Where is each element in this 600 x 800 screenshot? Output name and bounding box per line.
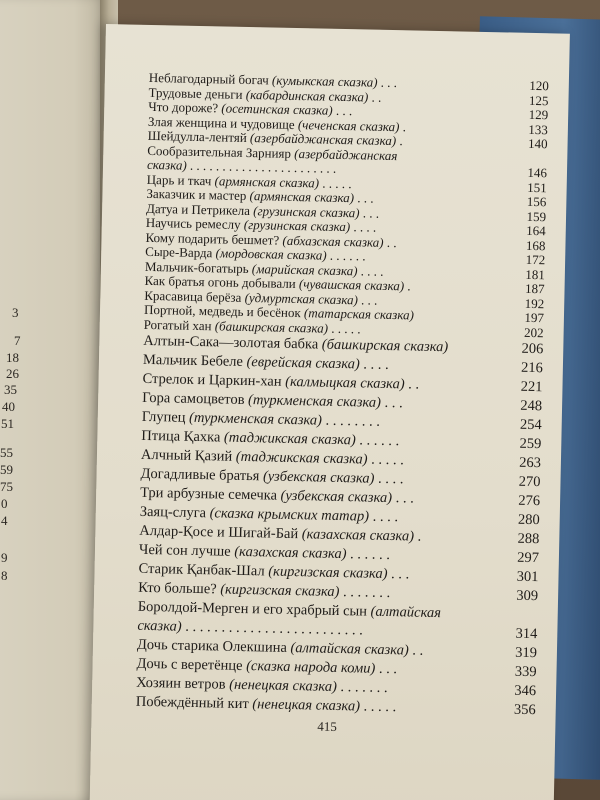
toc-entry-title: Заяц-слуга bbox=[139, 503, 207, 522]
toc-entry-note: (сказка крымских татар) bbox=[209, 505, 370, 525]
toc-entry-note: (башкирская сказка) bbox=[214, 317, 329, 336]
left-page-number: 9 bbox=[1, 550, 8, 565]
toc-entry-note: (казахская сказка) bbox=[234, 543, 347, 563]
toc-entry-page: 254 bbox=[519, 416, 542, 434]
toc-entry-page: 276 bbox=[518, 492, 541, 510]
table-of-contents bbox=[136, 71, 549, 720]
toc-entry-title: Злая женщина и чудовище bbox=[147, 113, 295, 132]
toc-entry-note: (еврейская сказка) bbox=[246, 354, 360, 373]
toc-entry-leader: . . . bbox=[332, 102, 353, 119]
toc-entry-page: 159 bbox=[526, 208, 547, 224]
toc-entry-note: (узбекская сказка) bbox=[262, 468, 375, 487]
toc-entry-leader: . . . bbox=[353, 190, 374, 206]
page-number: 415 bbox=[317, 718, 337, 734]
toc-entry-title: Алдар-Қосе и Шигай-Бай bbox=[139, 522, 299, 543]
toc-entry-note: (армянская сказка) bbox=[214, 172, 320, 190]
toc-entry-leader: . . bbox=[383, 234, 397, 250]
toc-entry-note: (армянская сказка) bbox=[249, 188, 355, 206]
toc-entry-note: (таджикская сказка) bbox=[235, 448, 368, 468]
left-page-number: 55 bbox=[0, 445, 13, 460]
toc-entry-note-cont: сказка) bbox=[146, 156, 187, 173]
toc-entry-title: Дочь старика Олекшина bbox=[136, 636, 288, 656]
toc-entry-leader: . . . . . . . . bbox=[321, 412, 381, 430]
toc-entry-note: (абхазская сказка) bbox=[282, 232, 384, 250]
toc-entry-leader: . . . . bbox=[374, 470, 404, 488]
toc-entry-page: 221 bbox=[520, 378, 543, 396]
toc-entry-page: 151 bbox=[527, 179, 547, 195]
toc-entry-page: 206 bbox=[521, 340, 544, 358]
toc-entry-leader: . . . . . . bbox=[355, 432, 400, 450]
toc-entry-title: Хозяин ветров bbox=[136, 674, 226, 693]
toc-entry-page: 263 bbox=[518, 454, 542, 472]
toc-entry-leader: . . . . bbox=[357, 262, 384, 279]
toc-entry-note-cont: сказка) bbox=[137, 617, 182, 635]
toc-entry-leader: . bbox=[396, 133, 403, 149]
toc-entry-title: Мальчик-богатырь bbox=[144, 258, 249, 276]
toc-entry-page: 297 bbox=[516, 549, 540, 567]
toc-entry-leader: . . . . . bbox=[327, 320, 361, 336]
toc-entry-leader: . . . . . . . bbox=[336, 678, 388, 697]
toc-entry-note: (калмыцкая сказка) bbox=[285, 373, 405, 393]
toc-entry-leader: . . . . . . bbox=[326, 247, 366, 264]
toc-entry-page: 339 bbox=[514, 663, 537, 681]
toc-entry-note: (узбекская сказка) bbox=[280, 487, 393, 507]
toc-entry-page: 280 bbox=[517, 511, 540, 529]
toc-entry-title: Заказчик и мастер bbox=[146, 185, 247, 203]
toc-entry-title: Дочь с веретёнце bbox=[136, 655, 243, 674]
toc-entry-title: Птица Қахка bbox=[141, 427, 221, 446]
toc-entry-leader: . . . bbox=[357, 291, 378, 308]
toc-entry-note: (ненецкая сказка) bbox=[229, 676, 338, 695]
toc-entry-page: 192 bbox=[524, 295, 545, 311]
toc-entry-note: (татарская сказка) bbox=[303, 305, 415, 323]
toc-entry-leader: . . bbox=[368, 89, 382, 105]
toc-entry-page: 129 bbox=[528, 106, 549, 123]
toc-entry-title: Глупец bbox=[141, 408, 186, 426]
toc-entry-title: Гора самоцветов bbox=[142, 389, 245, 408]
toc-entry-title: Три арбузные семечка bbox=[140, 484, 278, 504]
toc-entry-title: Алтын-Сака—золотая бабка bbox=[143, 332, 319, 353]
toc-entry-title: Сыре-Варда bbox=[145, 243, 213, 261]
left-page-number: 8 bbox=[1, 568, 8, 583]
toc-entry-title: Неблагодарный богач bbox=[148, 69, 269, 88]
toc-entry-page: 319 bbox=[515, 644, 538, 662]
toc-entry-title: Стрелок и Царкин-хан bbox=[142, 370, 282, 390]
toc-entry-note: (кабардинская сказка) bbox=[245, 86, 369, 105]
toc-entry-title: Мальчик Бебеле bbox=[142, 351, 244, 370]
left-page-number: 7 bbox=[14, 333, 21, 348]
toc-entry-title: Боролдой-Мерген и его храбрый сын bbox=[137, 598, 368, 620]
toc-entry-note: (таджикская сказка) bbox=[223, 429, 356, 449]
toc-entry-page: 125 bbox=[528, 92, 549, 108]
toc-entry-note: (грузинская сказка) bbox=[243, 216, 351, 235]
toc-entry-note: (чувашская сказка) bbox=[298, 276, 405, 294]
right-page bbox=[89, 24, 569, 800]
toc-entry-note: (туркменская сказка) bbox=[247, 392, 382, 411]
toc-entry-leader: . . . . bbox=[350, 219, 377, 235]
toc-entry-page: 248 bbox=[520, 397, 543, 415]
toc-entry-title: Научись ремеслу bbox=[145, 214, 241, 232]
toc-entry-title: Побеждённый кит bbox=[135, 693, 249, 713]
toc-entry-note: (казахская сказка) bbox=[301, 526, 415, 545]
toc-entry-page: 146 bbox=[527, 164, 548, 181]
toc-entry-page: 301 bbox=[516, 568, 539, 586]
toc-entry-leader: . . . . bbox=[368, 508, 399, 526]
toc-entry-title: Как братья огонь добывали bbox=[144, 272, 296, 292]
toc-entry-page: 172 bbox=[525, 251, 546, 268]
toc-entry-note: (мордовская сказка) bbox=[215, 245, 327, 263]
toc-entry-title: Шейдулла-лентяй bbox=[147, 127, 247, 145]
left-page-number: 26 bbox=[6, 366, 19, 381]
toc-entry-leader: . bbox=[403, 278, 411, 294]
left-page-number: 59 bbox=[0, 462, 13, 477]
toc-entry-leader: . . . . . bbox=[318, 174, 352, 191]
toc-entry-page: 259 bbox=[519, 435, 542, 453]
left-page-number: 4 bbox=[1, 513, 8, 528]
toc-entry-page: 187 bbox=[524, 280, 545, 297]
toc-entry-note: (алтайская bbox=[370, 603, 442, 622]
toc-entry-note: (удмуртская сказка) bbox=[244, 289, 359, 307]
toc-entry-title: Датуа и Петрикела bbox=[146, 200, 251, 218]
toc-entry-leader: . . . . . . . . . . . . . . . . . . . . . . . bbox=[186, 157, 337, 176]
toc-entry-leader: . . . . . . . bbox=[339, 584, 391, 602]
toc-entry-title: Кто больше? bbox=[138, 579, 217, 598]
left-page-number: 40 bbox=[2, 399, 15, 414]
toc-entry-title: Трудовые деньги bbox=[148, 84, 243, 102]
toc-entry-page: 314 bbox=[515, 625, 538, 643]
toc-entry-leader: . . . . bbox=[359, 356, 389, 373]
toc-entry-page: 197 bbox=[524, 309, 545, 326]
toc-entry-note: (алтайская сказка) bbox=[290, 640, 409, 659]
toc-entry-page: 202 bbox=[523, 324, 544, 340]
toc-entry-leader: . . . bbox=[380, 394, 403, 412]
toc-entry-leader: . . . bbox=[375, 660, 398, 678]
toc-entry-note: (ненецкая сказка) bbox=[252, 696, 361, 715]
toc-entry-leader: . . . bbox=[359, 204, 380, 221]
toc-entry-note: (осетинская сказка) bbox=[221, 100, 333, 118]
toc-entry-leader: . . . . . bbox=[359, 698, 397, 716]
toc-entry-note: (сказка народа коми) bbox=[246, 658, 376, 677]
toc-entry-title: Портной, медведь и бесёнок bbox=[143, 301, 301, 321]
toc-entry-leader: . . . . . . . . . . . . . . . . . . . . . . . . . bbox=[181, 618, 364, 639]
toc-entry-leader: . . . bbox=[377, 74, 398, 91]
toc-entry-note: (азербайджанская bbox=[294, 145, 398, 163]
toc-entry-page: 120 bbox=[529, 77, 549, 94]
toc-entry-note: (чеченская сказка) bbox=[297, 116, 400, 134]
toc-entry-note: (башкирская сказка) bbox=[321, 336, 449, 356]
toc-entry-leader: . . . bbox=[391, 490, 414, 507]
toc-entry-title: Кому подарить бешмет? bbox=[145, 229, 280, 248]
toc-entry-title: Чей сон лучше bbox=[138, 541, 231, 560]
toc-entry-leader: . bbox=[413, 528, 422, 545]
toc-entry-title: Алчный Қазий bbox=[140, 446, 233, 465]
toc-entry-title: Рогатый хан bbox=[143, 316, 212, 333]
toc-entry-page: 288 bbox=[517, 530, 540, 548]
toc-entry-leader: . . . bbox=[387, 566, 410, 583]
toc-entry-page: 356 bbox=[513, 701, 536, 719]
toc-entry-leader: . . bbox=[404, 376, 420, 393]
toc-entry-page: 133 bbox=[528, 121, 549, 137]
toc-entry-leader: . . . . . bbox=[367, 451, 405, 469]
toc-entry-title: Царь и ткач bbox=[146, 171, 212, 188]
toc-entry-page: 216 bbox=[520, 359, 544, 377]
toc-entry-note: (туркменская сказка) bbox=[188, 409, 323, 429]
toc-entry-title: Красавица берёза bbox=[144, 287, 242, 305]
toc-entry-note: (киргизская сказка) bbox=[268, 563, 388, 583]
toc-entry-note: (грузинская сказка) bbox=[253, 202, 360, 220]
toc-entry-page: 168 bbox=[525, 237, 546, 253]
toc-entry-title: Сообразительная Зарнияр bbox=[147, 142, 292, 161]
left-page-number: 75 bbox=[0, 479, 13, 494]
left-page-number: 51 bbox=[1, 416, 14, 431]
toc-entry-page: 156 bbox=[526, 193, 547, 210]
toc-entry-page: 309 bbox=[516, 587, 539, 605]
toc-entry-page: 140 bbox=[527, 135, 548, 152]
left-page-number: 0 bbox=[1, 496, 8, 511]
left-page-number: 35 bbox=[4, 382, 17, 397]
toc-entry-title: Старик Қанбак-Шал bbox=[138, 560, 265, 580]
left-page-number: 3 bbox=[12, 305, 19, 320]
toc-entry-note: (азербайджанская сказка) bbox=[249, 130, 397, 149]
toc-entry-title: Что дороже? bbox=[148, 98, 219, 116]
toc-entry-leader: . bbox=[399, 118, 407, 134]
toc-entry-page: 270 bbox=[518, 473, 541, 491]
toc-entry-note: (киргизская сказка) bbox=[220, 581, 340, 601]
toc-entry-note: (марийская сказка) bbox=[251, 260, 358, 278]
toc-entry-leader: . . bbox=[408, 642, 424, 659]
toc-entry-title: Догадливые братья bbox=[140, 465, 260, 485]
toc-entry-page: 181 bbox=[525, 266, 546, 282]
toc-entry-leader: . . . . . . bbox=[346, 546, 391, 564]
toc-entry-page: 164 bbox=[526, 222, 546, 239]
toc-entry-page: 346 bbox=[514, 682, 537, 700]
left-page-number: 18 bbox=[6, 350, 19, 365]
toc-entry-note: (кумыкская сказка) bbox=[271, 72, 378, 90]
